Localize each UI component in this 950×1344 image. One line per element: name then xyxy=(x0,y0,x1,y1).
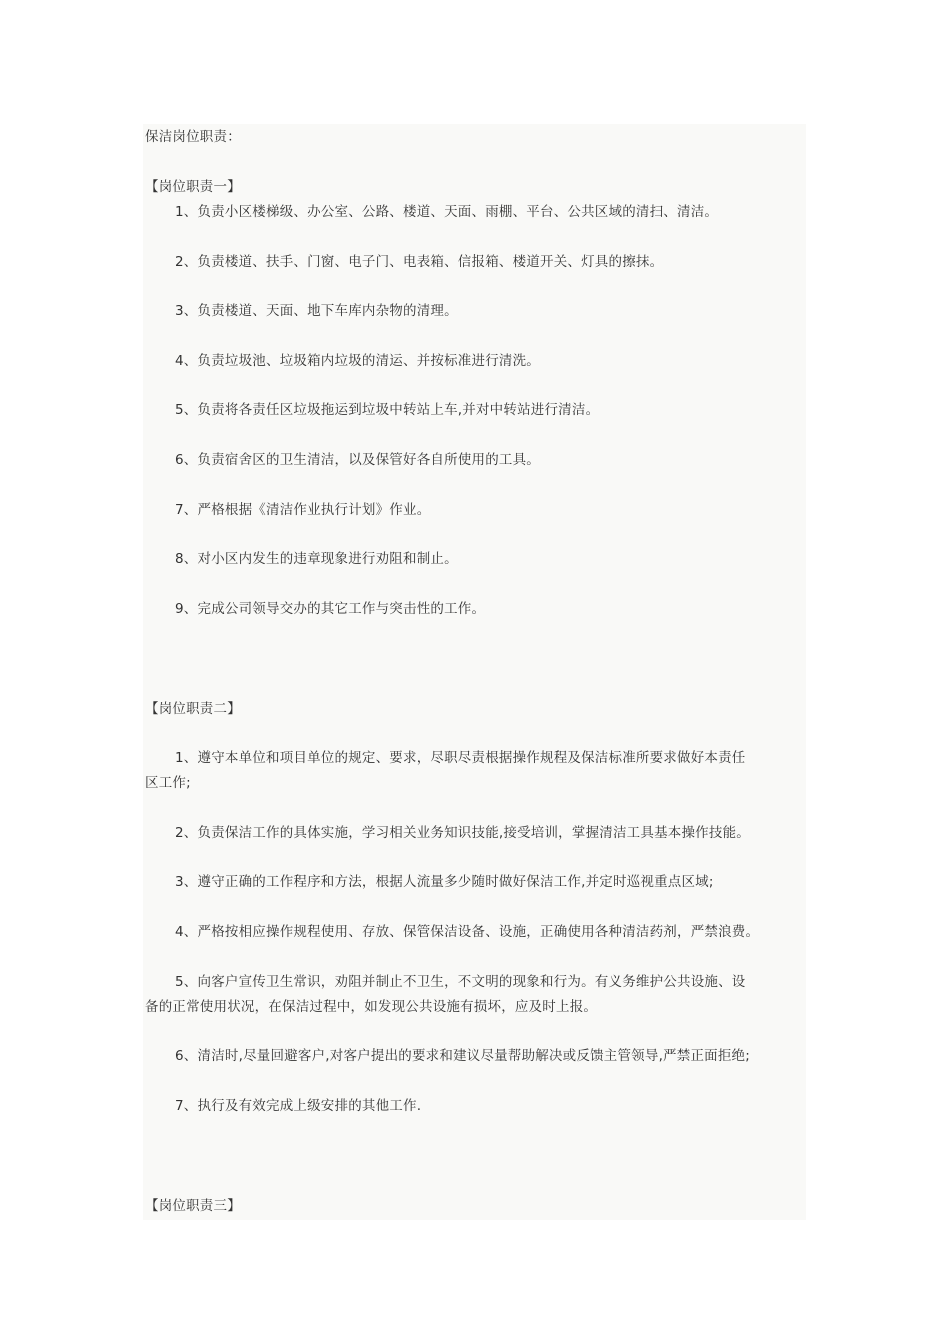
list-item: 4、严格按相应操作规程使用、存放、保管保洁设备、设施，正确使用各种清洁药剂，严禁浪费。 xyxy=(175,924,760,940)
list-item: 2、负责楼道、扶手、门窗、电子门、电表箱、信报箱、楼道开关、灯具的擦抹。 xyxy=(175,254,664,270)
list-item: 2、负责保洁工作的具体实施，学习相关业务知识技能,接受培训，掌握清洁工具基本操作技能。 xyxy=(175,825,750,841)
list-item-continuation: 区工作; xyxy=(145,775,191,791)
list-item: 6、负责宿舍区的卫生清洁，以及保管好各自所使用的工具。 xyxy=(175,452,540,468)
list-item: 9、完成公司领导交办的其它工作与突击性的工作。 xyxy=(175,601,486,617)
list-item: 3、遵守正确的工作程序和方法，根据人流量多少随时做好保洁工作,并定时巡视重点区域; xyxy=(175,874,714,890)
list-item: 4、负责垃圾池、垃圾箱内垃圾的清运、并按标准进行清洗。 xyxy=(175,353,540,369)
list-item: 3、负责楼道、天面、地下车库内杂物的清理。 xyxy=(175,303,458,319)
section-heading-3: 【岗位职责三】 xyxy=(145,1198,241,1214)
list-item: 1、负责小区楼梯级、办公室、公路、楼道、天面、雨棚、平台、公共区域的清扫、清洁。 xyxy=(175,204,719,220)
list-item-continuation: 备的正常使用状况，在保洁过程中，如发现公共设施有损坏，应及时上报。 xyxy=(145,999,598,1015)
list-item: 7、执行及有效完成上级安排的其他工作. xyxy=(175,1098,422,1114)
list-item: 7、严格根据《清洁作业执行计划》作业。 xyxy=(175,502,431,518)
list-item: 8、对小区内发生的违章现象进行劝阻和制止。 xyxy=(175,551,458,567)
section-heading-2: 【岗位职责二】 xyxy=(145,701,241,717)
list-item: 5、向客户宣传卫生常识，劝阻并制止不卫生，不文明的现象和行为。有义务维护公共设施、设 xyxy=(175,974,746,990)
section-heading-1: 【岗位职责一】 xyxy=(145,179,241,195)
list-item: 5、负责将各责任区垃圾拖运到垃圾中转站上车,并对中转站进行清洁。 xyxy=(175,402,600,418)
document-title: 保洁岗位职责： xyxy=(145,129,241,145)
content-block xyxy=(143,124,806,1220)
list-item: 6、清洁时,尽量回避客户,对客户提出的要求和建议尽量帮助解决或反馈主管领导,严禁正面拒绝; xyxy=(175,1048,751,1064)
list-item: 1、遵守本单位和项目单位的规定、要求，尽职尽责根据操作规程及保洁标准所要求做好本责任 xyxy=(175,750,746,766)
